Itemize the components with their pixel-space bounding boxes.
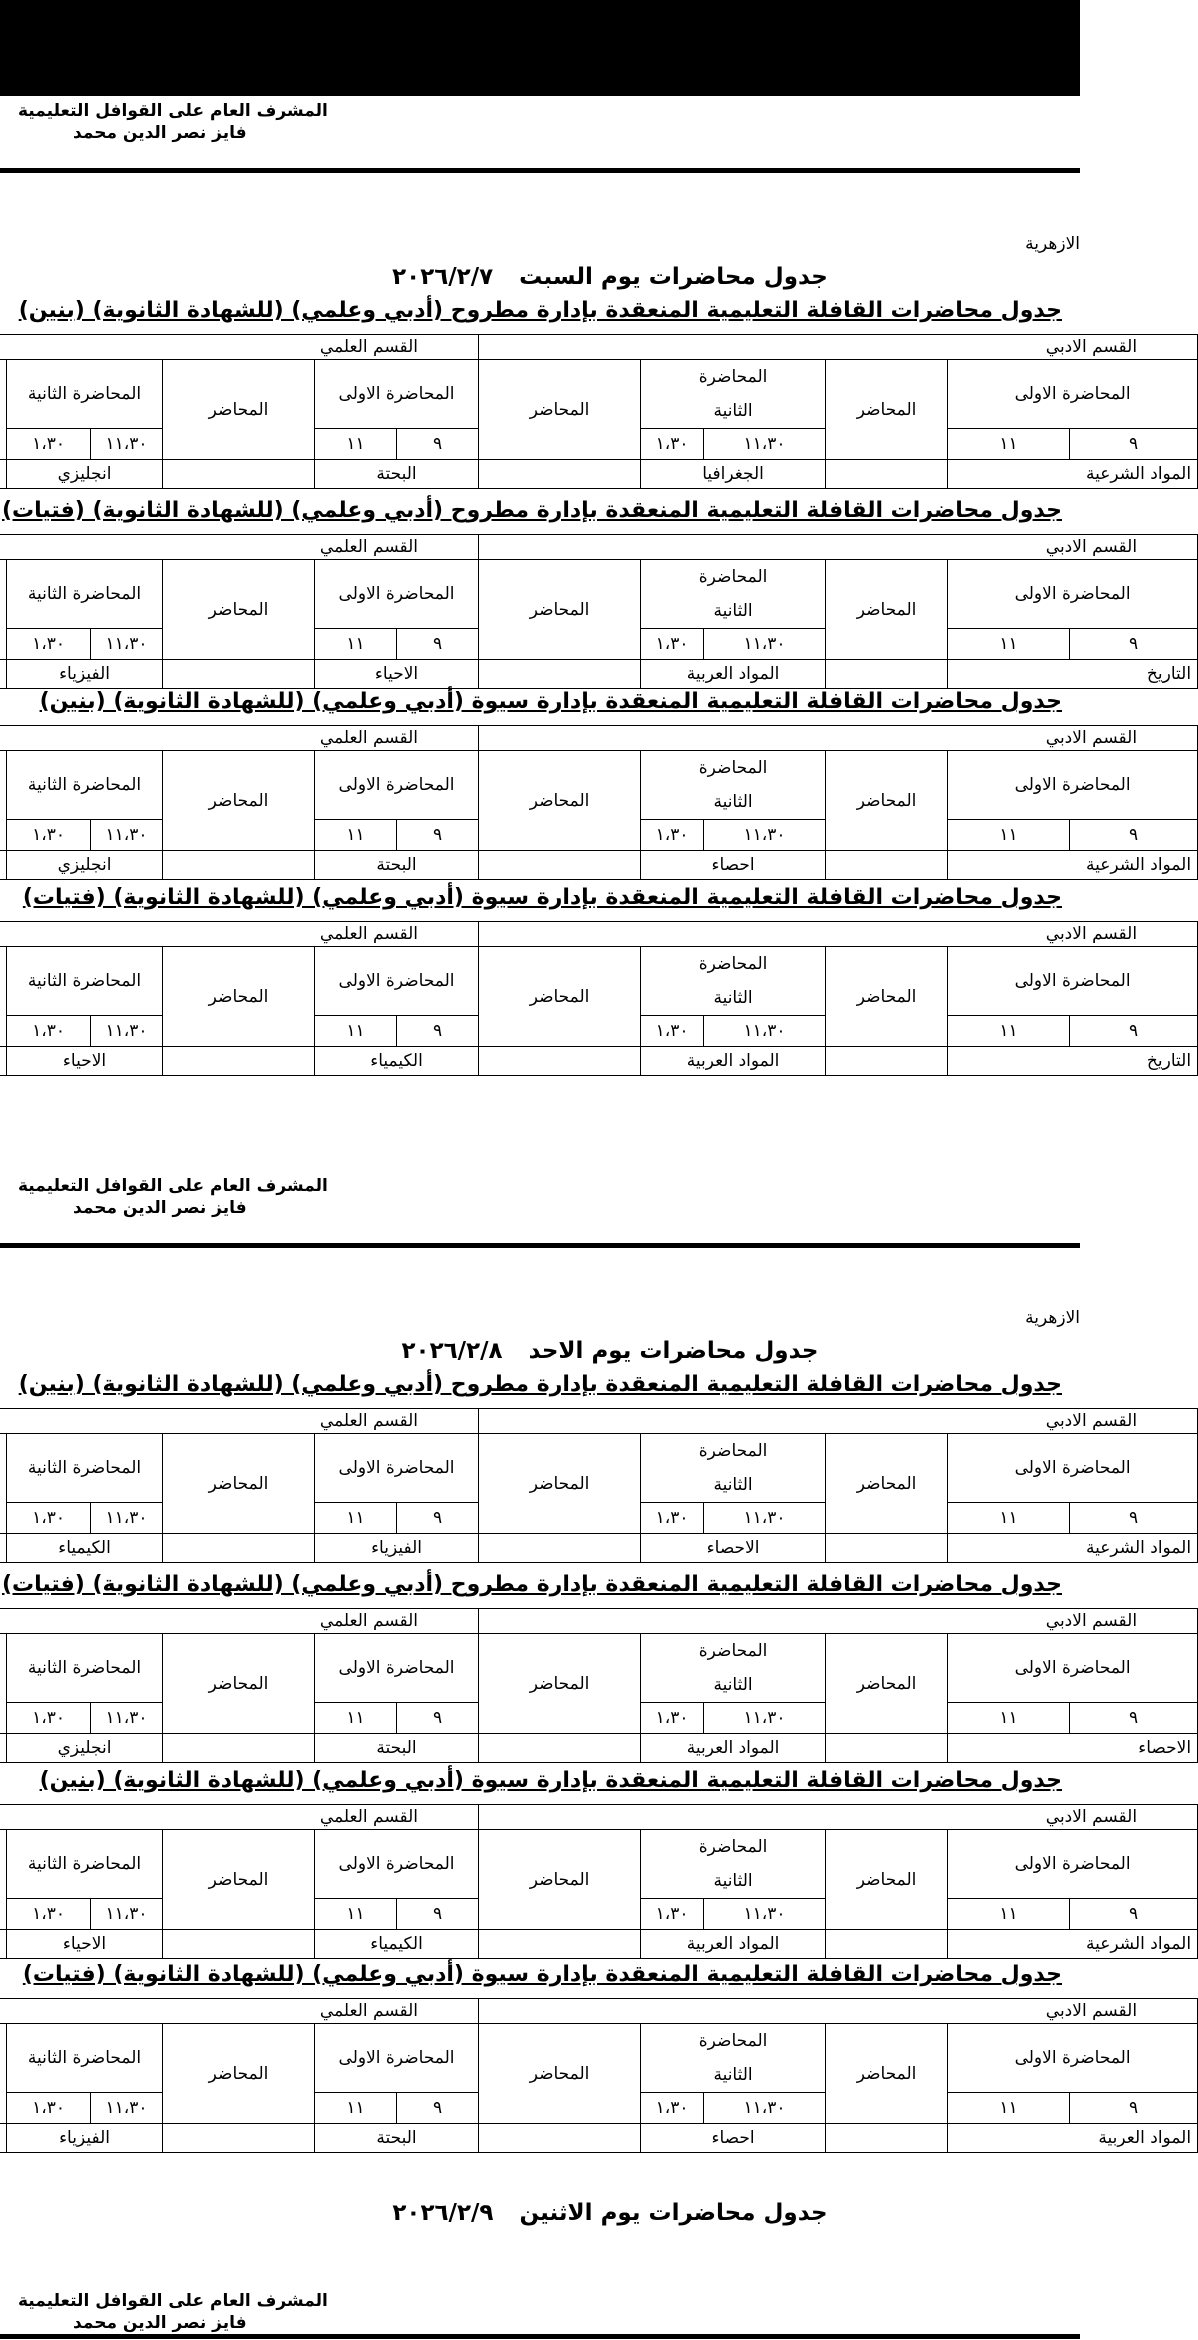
time-130: ١،٣٠ [641, 820, 704, 851]
second-lecture-header: المحاضرة الثانية [641, 360, 826, 429]
lecturer-cell [0, 2124, 7, 2153]
science-subject-1: البحتة [315, 460, 479, 489]
second-lecture-header: المحاضرة الثانية [641, 751, 826, 820]
lecturer-cell [0, 460, 7, 489]
time-130: ١،٣٠ [7, 1016, 91, 1047]
time-130: ١،٣٠ [7, 429, 91, 460]
lecturer-header: المحاضر [479, 947, 641, 1047]
schedule-table [0, 334, 1192, 489]
science-section-header: القسم العلمي [0, 535, 479, 560]
time-9: ٩ [1070, 1503, 1198, 1534]
page-divider [0, 168, 1080, 173]
time-11: ١١ [315, 429, 397, 460]
lecturer-header: المحاضر [826, 947, 948, 1047]
lecturer-cell [826, 1734, 948, 1763]
time-9: ٩ [397, 429, 479, 460]
lecturer-header: المحاضر [163, 1634, 315, 1734]
schedule-table [0, 1408, 1192, 1563]
time-130: ١،٣٠ [7, 820, 91, 851]
science-subject-1: الكيمياء [315, 1047, 479, 1076]
schedule-table [0, 1608, 1192, 1763]
day-title-text: جدول محاضرات يوم الاثنين [519, 2200, 828, 2226]
second-lecture-header: المحاضرة الثانية [641, 1830, 826, 1899]
lecturer-cell [479, 1534, 641, 1563]
first-lecture-header: المحاضرة الاولى [948, 2024, 1198, 2093]
literary-subject-1: المواد العربية [948, 2124, 1198, 2153]
lecturer-header: المحاضر [479, 1434, 641, 1534]
schedule-title: جدول محاضرات القافلة التعليمية المنعقدة بإدارة مطروح (أدبي وعلمي) (للشهادة الثانوية) (بنين) [18, 298, 1062, 323]
schedule-title: جدول محاضرات القافلة التعليمية المنعقدة بإدارة سيوة (أدبي وعلمي) (للشهادة الثانوية) (بنين) [39, 1768, 1062, 1793]
time-130: ١،٣٠ [641, 429, 704, 460]
literary-subject-2: المواد العربية [641, 1734, 826, 1763]
day-title-text: جدول محاضرات يوم الاحد [528, 1338, 819, 1364]
time-9: ٩ [1070, 1899, 1198, 1930]
lecturer-cell [0, 1734, 7, 1763]
lecturer-cell [826, 1534, 948, 1563]
science-section-header: القسم العلمي [0, 726, 479, 751]
schedule-title: جدول محاضرات القافلة التعليمية المنعقدة بإدارة سيوة (أدبي وعلمي) (للشهادة الثانوية) (فتيات) [22, 1962, 1062, 1987]
second-lecture-header: المحاضرة الثانية [7, 360, 163, 429]
time-11: ١١ [948, 1503, 1070, 1534]
time-9: ٩ [397, 2093, 479, 2124]
second-lecture-header: المحاضرة الثانية [7, 947, 163, 1016]
first-lecture-header: المحاضرة الاولى [948, 1634, 1198, 1703]
supervisor-signature [18, 2290, 328, 2334]
lecturer-header: المحاضر [163, 360, 315, 460]
second-lecture-header: المحاضرة الثانية [641, 560, 826, 629]
time-130: ١،٣٠ [7, 1503, 91, 1534]
second-lecture-header: المحاضرة الثانية [641, 2024, 826, 2093]
lecturer-cell [479, 851, 641, 880]
science-subject-2: انجليزي [7, 460, 163, 489]
lecturer-cell [163, 1930, 315, 1959]
lecturer-cell [479, 1047, 641, 1076]
time-1130: ١١،٣٠ [704, 2093, 826, 2124]
science-subject-2: الكيمياء [7, 1534, 163, 1563]
supervisor-signature [18, 100, 328, 144]
science-subject-1: البحتة [315, 2124, 479, 2153]
literary-subject-2: احصاء [641, 2124, 826, 2153]
time-130: ١،٣٠ [641, 1703, 704, 1734]
literary-section-header: القسم الادبي [479, 1609, 1198, 1634]
time-130: ١،٣٠ [7, 2093, 91, 2124]
literary-section-header: القسم الادبي [479, 335, 1198, 360]
time-9: ٩ [397, 1899, 479, 1930]
lecturer-header: المحاضر [826, 1830, 948, 1930]
science-subject-2: انجليزي [7, 1734, 163, 1763]
science-subject-2: الاحياء [7, 1047, 163, 1076]
lecturer-header: المحاضر [826, 560, 948, 660]
literary-subject-2: احصاء [641, 851, 826, 880]
azhar-label: الازهرية [1025, 1308, 1080, 1328]
science-subject-2: الفيزياء [7, 660, 163, 689]
lecturer-cell [163, 660, 315, 689]
supervisor-title: المشرف العام على القوافل التعليمية [18, 1176, 328, 1196]
lecturer-cell [826, 851, 948, 880]
lecturer-cell [163, 851, 315, 880]
time-1130: ١١،٣٠ [91, 1703, 163, 1734]
second-lecture-header: المحاضرة الثانية [7, 2024, 163, 2093]
lecturer-cell [826, 1930, 948, 1959]
lecturer-header: المحاضر [163, 947, 315, 1047]
supervisor-name: فايز نصر الدين محمد [73, 1198, 247, 1218]
science-section-header: القسم العلمي [0, 1409, 479, 1434]
time-11: ١١ [315, 1016, 397, 1047]
science-section-header: القسم العلمي [0, 1609, 479, 1634]
lecturer-cell [479, 1930, 641, 1959]
day-date: ٢٠٢٦/٢/٩ [392, 2200, 494, 2226]
schedule-title: جدول محاضرات القافلة التعليمية المنعقدة بإدارة سيوة (أدبي وعلمي) (للشهادة الثانوية) (بنين) [39, 689, 1062, 714]
time-11: ١١ [948, 820, 1070, 851]
schedule-title: جدول محاضرات القافلة التعليمية المنعقدة بإدارة مطروح (أدبي وعلمي) (للشهادة الثانوية) (فتيات) [1, 1572, 1062, 1597]
second-lecture-header: المحاضرة الثانية [641, 1634, 826, 1703]
time-11: ١١ [315, 1899, 397, 1930]
lecturer-cell [0, 660, 7, 689]
time-11: ١١ [948, 1899, 1070, 1930]
time-1130: ١١،٣٠ [704, 1703, 826, 1734]
top-black-bar [0, 0, 1080, 96]
day-date: ٢٠٢٦/٢/٨ [401, 1338, 503, 1364]
lecturer-header: المحاضر [163, 2024, 315, 2124]
lecturer-cell [826, 660, 948, 689]
lecturer-cell [826, 1047, 948, 1076]
lecturer-cell [479, 660, 641, 689]
first-lecture-header: المحاضرة الاولى [315, 2024, 479, 2093]
second-lecture-header: المحاضرة الثانية [7, 1434, 163, 1503]
lecturer-header: المحاضر [479, 1634, 641, 1734]
lecturer-header: المحاضر [826, 1434, 948, 1534]
time-11: ١١ [315, 2093, 397, 2124]
schedule-table [0, 1998, 1192, 2153]
first-lecture-header: المحاضرة الاولى [315, 1634, 479, 1703]
time-1130: ١١،٣٠ [704, 820, 826, 851]
day-title-text: جدول محاضرات يوم السبت [519, 264, 828, 290]
literary-subject-2: المواد العربية [641, 660, 826, 689]
science-subject-2: انجليزي [7, 851, 163, 880]
lecturer-header: المحاضر [479, 2024, 641, 2124]
first-lecture-header: المحاضرة الاولى [948, 360, 1198, 429]
science-section-header: القسم العلمي [0, 335, 479, 360]
science-subject-1: الكيمياء [315, 1930, 479, 1959]
schedule-title: جدول محاضرات القافلة التعليمية المنعقدة بإدارة مطروح (أدبي وعلمي) (للشهادة الثانوية) (فتيات) [1, 498, 1062, 523]
literary-subject-1: المواد الشرعية [948, 460, 1198, 489]
azhar-label: الازهرية [1025, 234, 1080, 254]
second-lecture-header: المحاضرة الثانية [641, 947, 826, 1016]
science-subject-2: الاحياء [7, 1930, 163, 1959]
time-9: ٩ [397, 1016, 479, 1047]
lecturer-cell [0, 1534, 7, 1563]
time-130: ١،٣٠ [7, 1899, 91, 1930]
literary-subject-1: التاريخ [948, 1047, 1198, 1076]
time-1130: ١١،٣٠ [704, 629, 826, 660]
lecturer-header: المحاضر [163, 1434, 315, 1534]
lecturer-header: المحاضر [163, 560, 315, 660]
time-11: ١١ [948, 2093, 1070, 2124]
lecturer-cell [163, 1047, 315, 1076]
page-divider [0, 1243, 1080, 1248]
time-11: ١١ [948, 1016, 1070, 1047]
time-11: ١١ [948, 429, 1070, 460]
lecturer-header: المحاضر [826, 1634, 948, 1734]
first-lecture-header: المحاضرة الاولى [315, 1830, 479, 1899]
literary-subject-2: الجغرافيا [641, 460, 826, 489]
science-subject-1: الفيزياء [315, 1534, 479, 1563]
lecturer-cell [0, 851, 7, 880]
literary-subject-1: التاريخ [948, 660, 1198, 689]
literary-section-header: القسم الادبي [479, 726, 1198, 751]
time-9: ٩ [1070, 429, 1198, 460]
time-9: ٩ [1070, 820, 1198, 851]
supervisor-name: فايز نصر الدين محمد [73, 2313, 247, 2333]
time-130: ١،٣٠ [641, 1503, 704, 1534]
lecturer-header: المحاضر [826, 2024, 948, 2124]
lecturer-header: المحاضر [479, 751, 641, 851]
lecturer-cell [163, 460, 315, 489]
first-lecture-header: المحاضرة الاولى [948, 1434, 1198, 1503]
time-9: ٩ [1070, 1016, 1198, 1047]
first-lecture-header: المحاضرة الاولى [948, 751, 1198, 820]
literary-subject-2: المواد العربية [641, 1930, 826, 1959]
time-1130: ١١،٣٠ [704, 429, 826, 460]
day-title [0, 1338, 1080, 1364]
lecturer-cell [163, 2124, 315, 2153]
lecturer-header: المحاضر [163, 1830, 315, 1930]
time-9: ٩ [397, 1703, 479, 1734]
science-section-header: القسم العلمي [0, 922, 479, 947]
science-subject-2: الفيزياء [7, 2124, 163, 2153]
lecturer-cell [826, 2124, 948, 2153]
schedule-title: جدول محاضرات القافلة التعليمية المنعقدة بإدارة مطروح (أدبي وعلمي) (للشهادة الثانوية) (بنين) [18, 1372, 1062, 1397]
literary-section-header: القسم الادبي [479, 922, 1198, 947]
lecturer-cell [0, 1047, 7, 1076]
time-11: ١١ [948, 629, 1070, 660]
day-title [0, 2200, 1080, 2226]
time-9: ٩ [1070, 2093, 1198, 2124]
literary-subject-2: المواد العربية [641, 1047, 826, 1076]
day-title [0, 264, 1080, 290]
lecturer-header: المحاضر [163, 751, 315, 851]
literary-subject-1: المواد الشرعية [948, 1930, 1198, 1959]
schedule-table [0, 725, 1192, 880]
time-130: ١،٣٠ [641, 1899, 704, 1930]
time-9: ٩ [1070, 1703, 1198, 1734]
literary-subject-1: المواد الشرعية [948, 1534, 1198, 1563]
lecturer-cell [479, 1734, 641, 1763]
supervisor-signature [18, 1175, 328, 1219]
lecturer-cell [826, 460, 948, 489]
time-9: ٩ [397, 1503, 479, 1534]
second-lecture-header: المحاضرة الثانية [7, 1830, 163, 1899]
lecturer-cell [163, 1734, 315, 1763]
time-1130: ١١،٣٠ [91, 1503, 163, 1534]
time-11: ١١ [315, 1703, 397, 1734]
first-lecture-header: المحاضرة الاولى [315, 947, 479, 1016]
lecturer-header: المحاضر [479, 560, 641, 660]
second-lecture-header: المحاضرة الثانية [7, 560, 163, 629]
supervisor-title: المشرف العام على القوافل التعليمية [18, 2291, 328, 2311]
time-130: ١،٣٠ [7, 1703, 91, 1734]
literary-subject-1: المواد الشرعية [948, 851, 1198, 880]
time-11: ١١ [315, 820, 397, 851]
time-1130: ١١،٣٠ [91, 1899, 163, 1930]
time-1130: ١١،٣٠ [704, 1899, 826, 1930]
literary-subject-2: الاحصاء [641, 1534, 826, 1563]
time-9: ٩ [1070, 629, 1198, 660]
lecturer-header: المحاضر [826, 751, 948, 851]
science-subject-1: البحتة [315, 1734, 479, 1763]
page-divider [0, 2334, 1080, 2339]
time-130: ١،٣٠ [641, 2093, 704, 2124]
time-1130: ١١،٣٠ [91, 1016, 163, 1047]
first-lecture-header: المحاضرة الاولى [948, 1830, 1198, 1899]
schedule-table [0, 534, 1192, 689]
schedule-table [0, 921, 1192, 1076]
literary-section-header: القسم الادبي [479, 1409, 1198, 1434]
lecturer-cell [0, 1930, 7, 1959]
time-130: ١،٣٠ [641, 1016, 704, 1047]
lecturer-cell [163, 1534, 315, 1563]
second-lecture-header: المحاضرة الثانية [7, 1634, 163, 1703]
time-1130: ١١،٣٠ [91, 429, 163, 460]
science-section-header: القسم العلمي [0, 1999, 479, 2024]
lecturer-cell [479, 460, 641, 489]
first-lecture-header: المحاضرة الاولى [948, 947, 1198, 1016]
first-lecture-header: المحاضرة الاولى [315, 560, 479, 629]
first-lecture-header: المحاضرة الاولى [948, 560, 1198, 629]
time-1130: ١١،٣٠ [91, 629, 163, 660]
time-1130: ١١،٣٠ [91, 2093, 163, 2124]
time-11: ١١ [315, 629, 397, 660]
supervisor-name: فايز نصر الدين محمد [73, 123, 247, 143]
literary-section-header: القسم الادبي [479, 535, 1198, 560]
science-section-header: القسم العلمي [0, 1805, 479, 1830]
lecturer-header: المحاضر [479, 1830, 641, 1930]
time-1130: ١١،٣٠ [91, 820, 163, 851]
literary-subject-1: الاحصاء [948, 1734, 1198, 1763]
time-1130: ١١،٣٠ [704, 1503, 826, 1534]
time-11: ١١ [948, 1703, 1070, 1734]
time-9: ٩ [397, 629, 479, 660]
literary-section-header: القسم الادبي [479, 1999, 1198, 2024]
first-lecture-header: المحاضرة الاولى [315, 751, 479, 820]
schedule-title: جدول محاضرات القافلة التعليمية المنعقدة بإدارة سيوة (أدبي وعلمي) (للشهادة الثانوية) (فتيات) [22, 885, 1062, 910]
supervisor-title: المشرف العام على القوافل التعليمية [18, 101, 328, 121]
first-lecture-header: المحاضرة الاولى [315, 360, 479, 429]
second-lecture-header: المحاضرة الثانية [641, 1434, 826, 1503]
day-date: ٢٠٢٦/٢/٧ [392, 264, 494, 290]
time-1130: ١١،٣٠ [704, 1016, 826, 1047]
time-130: ١،٣٠ [641, 629, 704, 660]
time-130: ١،٣٠ [7, 629, 91, 660]
time-9: ٩ [397, 820, 479, 851]
science-subject-1: الاحياء [315, 660, 479, 689]
second-lecture-header: المحاضرة الثانية [7, 751, 163, 820]
literary-section-header: القسم الادبي [479, 1805, 1198, 1830]
time-11: ١١ [315, 1503, 397, 1534]
science-subject-1: البحتة [315, 851, 479, 880]
lecturer-cell [479, 2124, 641, 2153]
schedule-table [0, 1804, 1192, 1959]
lecturer-header: المحاضر [479, 360, 641, 460]
first-lecture-header: المحاضرة الاولى [315, 1434, 479, 1503]
lecturer-header: المحاضر [826, 360, 948, 460]
